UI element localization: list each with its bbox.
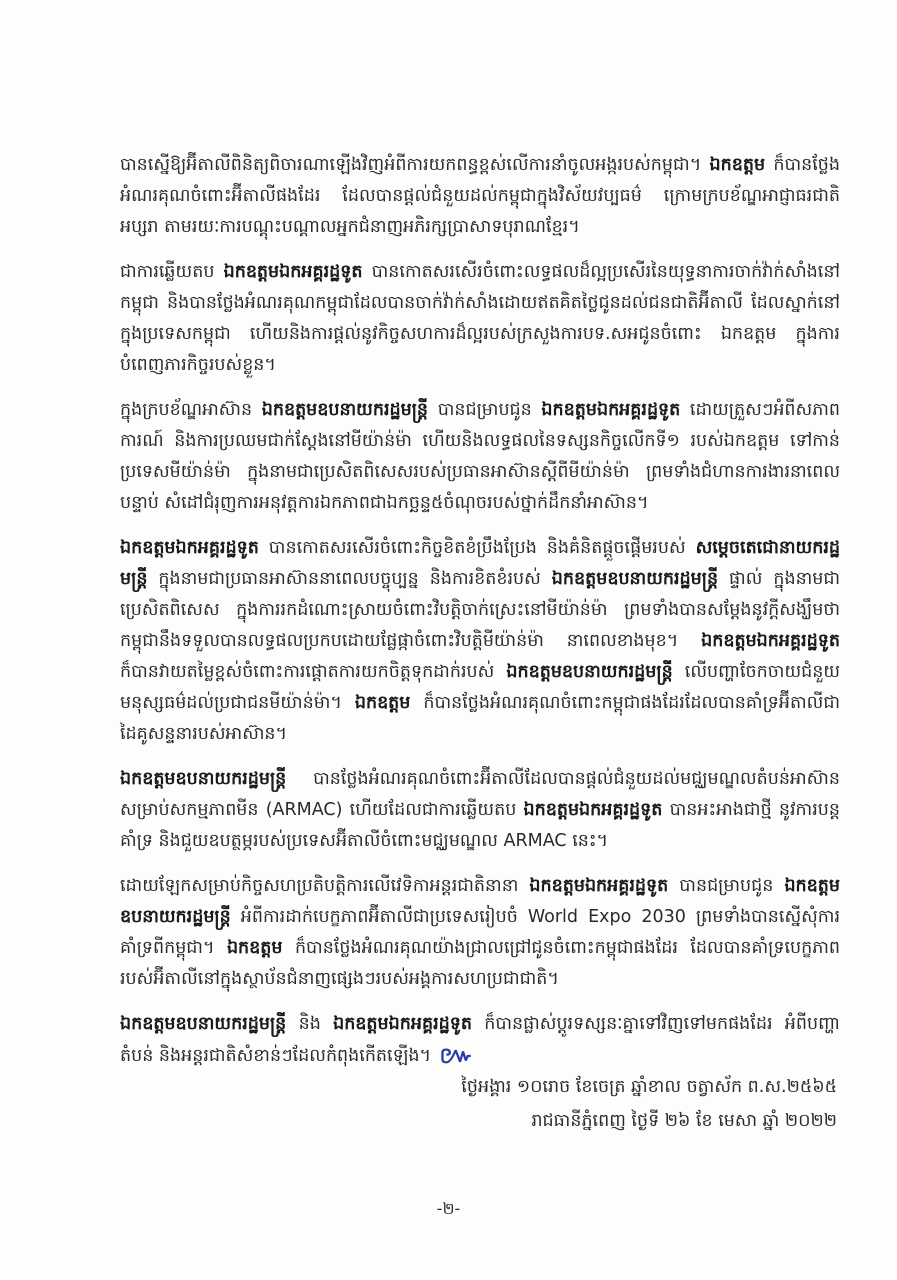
paragraph-text: និង bbox=[286, 1014, 334, 1034]
bold-title-text: ឯកឧត្តមឧបនាយករដ្ឋមន្ត្រី bbox=[261, 400, 429, 420]
bold-title-text: ឯកឧត្តម bbox=[354, 693, 411, 713]
paragraph-text: ក៏បានថ្លែងអំណរគុណយ៉ាងជ្រាលជ្រៅជូនចំពោះកម្ពុជាផងដែរ ដែលបានគាំទ្របេក្ខភាពរបស់អ៊ីតាលីនៅក្នុងស្ថាប័នជំនាញផ្សេងៗរបស់អង្គការសហប្រជាជាតិ។ bbox=[120, 938, 840, 989]
bold-title-text: ឯកឧត្តមឧបនាយករដ្ឋមន្ត្រី bbox=[506, 662, 673, 682]
bold-title-text: ឯកឧត្តមឯកអគ្គរដ្ឋទូត bbox=[223, 262, 363, 282]
paragraph-text: ជាការឆ្លើយតប bbox=[120, 262, 224, 282]
paragraph bbox=[120, 764, 840, 857]
paragraph-text: ដោយឡែកសម្រាប់កិច្ចសហប្រតិបត្តិការលើវេទិកាអន្តរជាតិនានា bbox=[120, 876, 530, 896]
bold-title-text: ឯកឧត្តមឯកអគ្គរដ្ឋទូត bbox=[333, 1014, 472, 1034]
paragraph bbox=[120, 150, 840, 243]
bold-title-text: ឯកឧត្តមឧបនាយករដ្ឋមន្ត្រី bbox=[120, 876, 840, 927]
bold-title-text: ឯកឧត្តមឧបនាយករដ្ឋមន្ត្រី bbox=[551, 569, 719, 589]
paragraph-text: បានជម្រាបជូន bbox=[668, 876, 785, 896]
bold-title-text: ឯកឧត្តមឧបនាយករដ្ឋមន្ត្រី bbox=[120, 1014, 287, 1034]
paragraph-text: អំពីការដាក់បេក្ខភាពអ៊ីតាលីជាប្រទេសរៀបចំ World Expo 2030 ព្រមទាំងបានស្នើសុំការគាំទ្រពីកម្ពុជា។ bbox=[120, 907, 840, 958]
bold-title-text: ឯកឧត្តមឯកអគ្គរដ្ឋទូត bbox=[523, 800, 663, 820]
bold-title-text: ឯកឧត្តមឯកអគ្គរដ្ឋទូត bbox=[701, 631, 840, 651]
paragraph bbox=[120, 1009, 840, 1072]
paragraph-text: បានកោតសរសើរចំពោះលទ្ធផលដ៏ល្អប្រសើរនៃយុទ្ធនាការចាក់វ៉ាក់សាំងនៅកម្ពុជា និងបានថ្លែងអំណរគុណកម្ពុជាដែលបានចាក់វ៉ាក់សាំងដោយឥតគិតថ្លៃជូនដល់ជនជាតិអ៊ីតាលី ដែលស្នាក់នៅក្នុងប្រទេសកម្ពុជា ហើយនិងការផ្តល់នូវកិច្ចសហការដ៏ល្អរបស់ក្រសួងការបទ.សអជូនចំពោះ ឯកឧត្តម ក្នុងការបំពេញភារកិច្ចរបស់ខ្លួន។ bbox=[120, 262, 840, 375]
page-number: -២- bbox=[436, 1199, 461, 1218]
paragraph bbox=[120, 871, 840, 995]
bold-title-text: ឯកឧត្តមឯកអគ្គរដ្ឋទូត bbox=[541, 400, 681, 420]
paragraph-text: ក៏បានផ្លាស់ប្តូរទស្សនៈគ្នាទៅវិញទៅមកផងដែរ អំពីបញ្ហាតំបន់ និងអន្តរជាតិសំខាន់ៗដែលកំពុងកើតឡើង។ bbox=[120, 1014, 840, 1066]
paragraph bbox=[120, 257, 840, 381]
paragraph-text: ក៏បានថ្លែងអំណរគុណចំពោះអ៊ីតាលីផងដែរ ដែលបានផ្តល់ជំនួយដល់កម្ពុជាក្នុងវិស័យវប្បធម៌ ក្រោមក្របខ័ណ្ឌអាជ្ញាធរជាតិអប្សរា តាមរយៈការបណ្តុះបណ្តាលអ្នកជំនាញអភិរក្សប្រាសាទបុរាណខ្មែរ។ bbox=[120, 155, 840, 237]
paragraph-text: ក៏បានវាយតម្លៃខ្ពស់ចំពោះការផ្តោតការយកចិត្តទុកដាក់របស់ bbox=[120, 662, 507, 682]
date-line-lunar: ថ្ងៃអង្គារ ១០រោច ខែចេត្រ ឆ្នាំខាល ចត្វាស័ក ព.ស.២៥៦៥ bbox=[461, 1077, 837, 1097]
paragraph-text: បានថ្លែងអំណរគុណចំពោះអ៊ីតាលីដែលបានផ្តល់ជំនួយដល់មជ្ឈមណ្ឌលតំបន់អាស៊ានសម្រាប់សកម្មភាពមីន (ARMAC) ហើយដែលជាការឆ្លើយតប bbox=[120, 769, 840, 820]
paragraph bbox=[120, 533, 840, 750]
paragraph bbox=[120, 395, 840, 519]
bold-title-text: សម្តេចតេជោនាយករដ្ឋមន្ត្រី bbox=[120, 538, 840, 589]
bold-title-text: ឯកឧត្តម bbox=[709, 155, 766, 175]
paragraph-text: ក្នុងនាមជាប្រធានអាស៊ាននាពេលបច្ចុប្បន្ន និងការខិតខំរបស់ bbox=[147, 569, 552, 589]
paragraph-text: បានអះអាងជាថ្មី នូវការបន្តគាំទ្រ និងជួយឧបត្ថម្ភរបស់ប្រទេសអ៊ីតាលីចំពោះមជ្ឈមណ្ឌល ARMAC នេះ។ bbox=[120, 800, 840, 851]
end-mark-icon: ៚ bbox=[431, 1041, 474, 1069]
paragraph-text: លើបញ្ហាចែកចាយជំនួយមនុស្សធម៌ដល់ប្រជាជនមីយ៉ាន់ម៉ា។ bbox=[120, 662, 840, 713]
paragraph-text: បានកោតសរសើរចំពោះកិច្ចខិតខំប្រឹងប្រែង និងគំនិតផ្តួចផ្តើមរបស់ bbox=[258, 538, 696, 558]
bold-title-text: ឯកឧត្តមឯកអគ្គរដ្ឋទូត bbox=[120, 538, 259, 558]
bold-title-text: ឯកឧត្តម bbox=[226, 938, 283, 958]
bold-title-text: ឯកឧត្តមឧបនាយករដ្ឋមន្ត្រី bbox=[120, 769, 287, 789]
document-body bbox=[120, 150, 840, 1086]
date-block bbox=[461, 1070, 837, 1138]
paragraph-text: ក្នុងក្របខ័ណ្ឌអាស៊ាន bbox=[120, 400, 262, 420]
paragraph-text: បានស្នើឱ្យអ៊ីតាលីពិនិត្យពិចារណាឡើងវិញអំពីការយកពន្ធខ្ពស់លើការនាំចូលអង្ករបស់កម្ពុជា។ bbox=[120, 155, 710, 175]
paragraph-text: ផ្ទាល់ ក្នុងនាមជាប្រេសិតពិសេស ក្នុងការរកដំណោះស្រាយចំពោះវិបត្តិចាក់ស្រេះនៅមីយ៉ាន់ម៉ា ព្រមទាំងបានសម្តែងនូវក្តីសង្ឃឹមថា កម្ពុជានឹងទទួលបានលទ្ធផលប្រកបដោយផ្លែផ្កាចំពោះវិបត្តិមីយ៉ាន់ម៉ា នាពេលខាងមុខ។ bbox=[120, 569, 841, 651]
paragraph-text: ក៏បានថ្លែងអំណរគុណចំពោះកម្ពុជាផងដែរដែលបានគាំទ្រអ៊ីតាលីជាដៃគូសន្ទនារបស់អាស៊ាន។ bbox=[120, 693, 840, 744]
bold-title-text: ឯកឧត្តមឯកអគ្គរដ្ឋទូត bbox=[529, 876, 669, 896]
paragraph-text: ដោយត្រួសៗអំពីសភាពការណ៍ និងការប្រឈមជាក់ស្តែងនៅមីយ៉ាន់ម៉ា ហើយនិងលទ្ធផលនៃទស្សនកិច្ចលើកទី១ របស់ឯកឧត្តម ទៅកាន់ប្រទេសមីយ៉ាន់ម៉ា ក្នុងនាមជាប្រេសិតពិសេសរបស់ប្រធានអាស៊ានស្តីពីមីយ៉ាន់ម៉ា ព្រមទាំងជំហានការងារនាពេលបន្ទាប់ សំដៅជំរុញការអនុវត្តការឯកភាពជាឯកច្ឆន្ទ៥ចំណុចរបស់ថ្នាក់ដឹកនាំអាស៊ាន។ bbox=[120, 400, 840, 513]
date-line-gregorian: រាជធានីភ្នំពេញ ថ្ងៃទី ២៦ ខែ មេសា ឆ្នាំ ២០២២ bbox=[531, 1111, 837, 1131]
paragraph-text: បានជម្រាបជូន bbox=[428, 400, 542, 420]
